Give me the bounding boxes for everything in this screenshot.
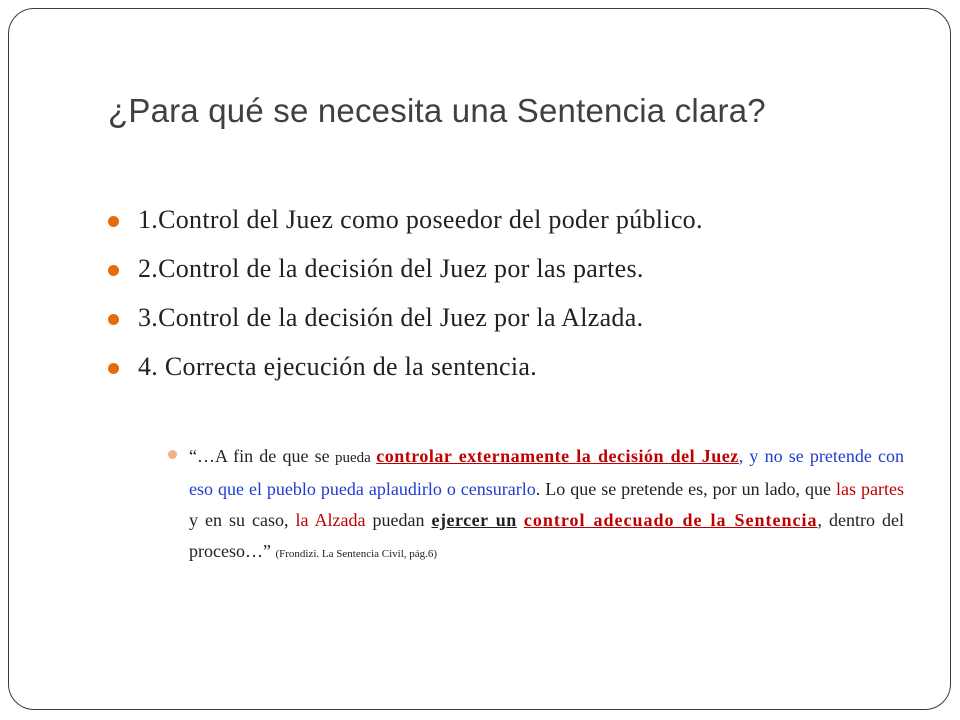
quote-citation: (Frondizi. La Sentencia Civil, pág.6)	[275, 548, 438, 560]
quote-emphasis: ejercer un	[431, 510, 517, 530]
bullet-text: 2.Control de la decisión del Juez por las partes.	[138, 254, 644, 283]
slide-title: ¿Para qué se necesita una Sentencia clara?	[108, 92, 766, 129]
bullet-text: 3.Control de la decisión del Juez por la Alzada.	[138, 303, 644, 332]
bullet-text: 1.Control del Juez como poseedor del poder público.	[138, 205, 703, 234]
bullet-text: 4. Correcta ejecución de la sentencia.	[138, 352, 538, 381]
quote-bullet-icon	[168, 450, 177, 459]
bullet-list	[108, 205, 908, 401]
bullet-dot-icon	[108, 265, 119, 276]
quote-emphasis-blue: , y no se pretende con eso que el pueblo pueda aplaudirlo o censurarlo	[189, 446, 904, 499]
quote-segment: y en su caso,	[189, 510, 296, 530]
bullet-item	[108, 254, 908, 303]
quote-block	[168, 441, 904, 570]
bullet-dot-icon	[108, 216, 119, 227]
quote-emphasis: las partes	[836, 479, 904, 499]
quote-emphasis: la Alzada	[295, 510, 366, 530]
bullet-item	[108, 352, 908, 401]
quote-segment: “…A fin de que se	[189, 446, 330, 466]
quote-emphasis: controlar externamente la decisión del Juez	[376, 446, 739, 466]
bullet-dot-icon	[108, 314, 119, 325]
quote-emphasis: control adecuado de la Sentencia	[523, 510, 818, 530]
bullet-dot-icon	[108, 363, 119, 374]
quote-segment: puedan	[365, 510, 432, 530]
bullet-item	[108, 205, 908, 254]
quote-text	[189, 441, 904, 570]
quote-segment: pueda	[329, 450, 377, 466]
bullet-item	[108, 303, 908, 352]
quote-segment: . Lo que se pretende es, por un lado, que	[535, 479, 837, 499]
quote-segment: , dentro del proceso…”	[189, 510, 905, 561]
